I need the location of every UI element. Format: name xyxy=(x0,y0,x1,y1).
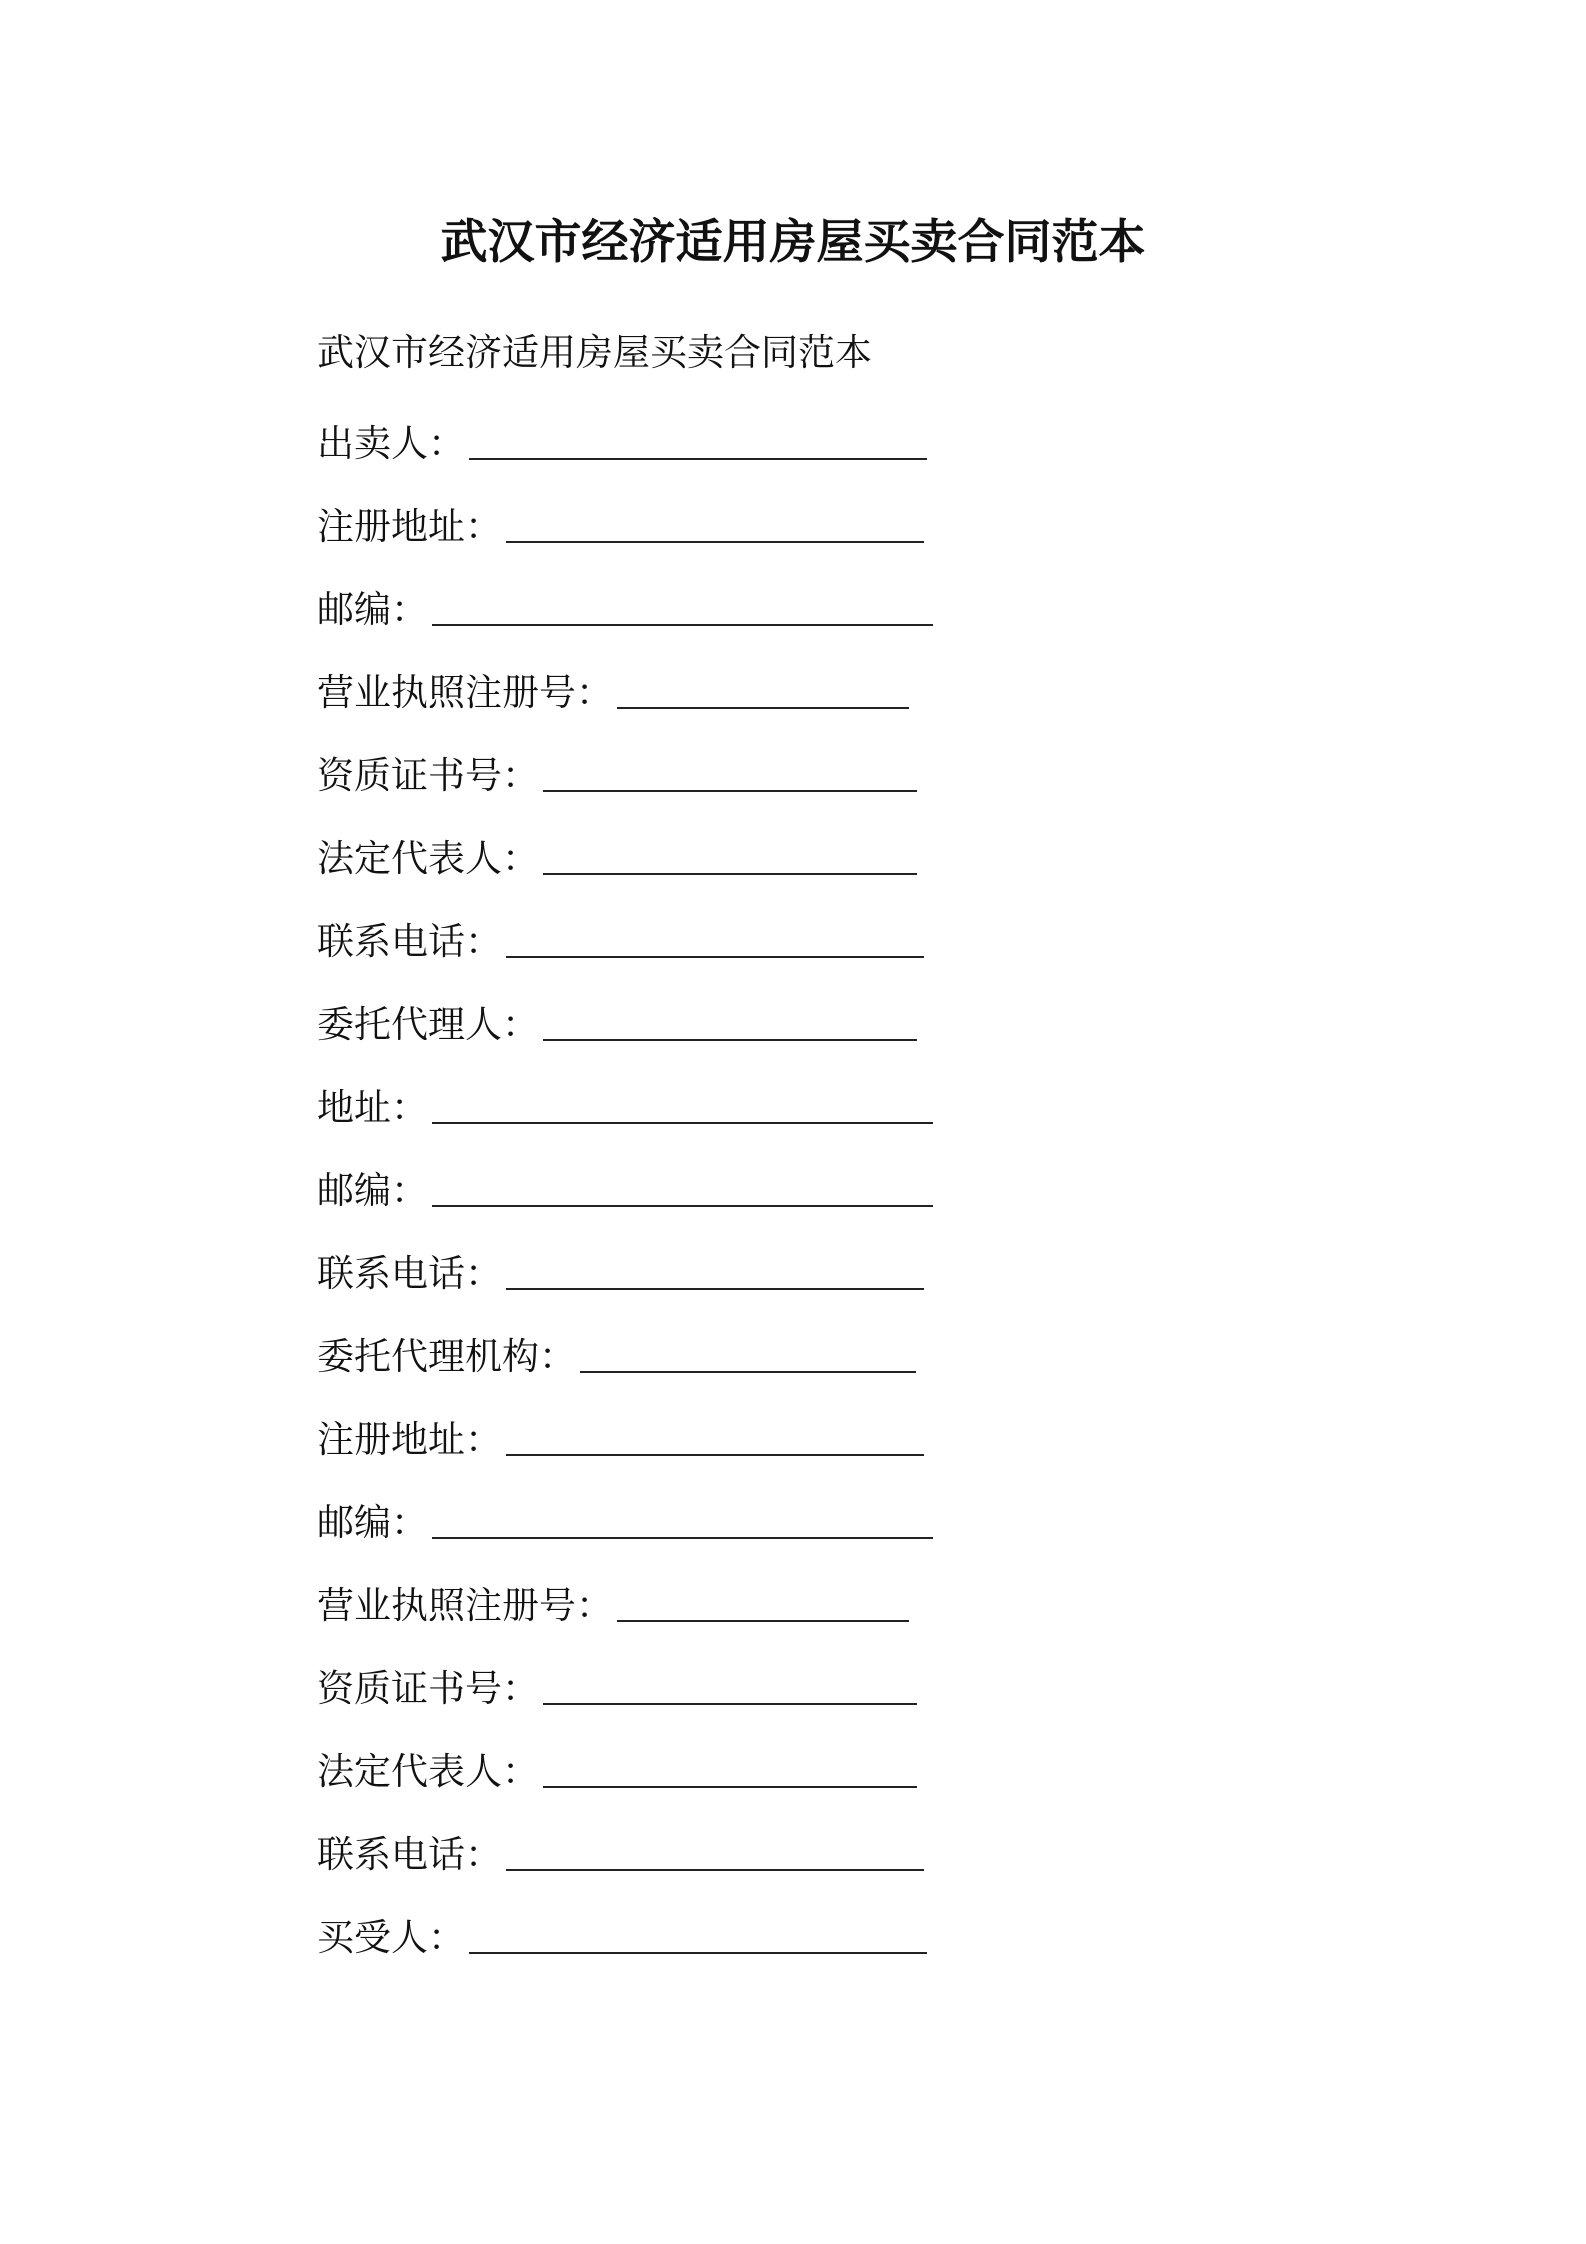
field-agency xyxy=(317,1323,916,1383)
field-label: 法定代表人： xyxy=(317,1750,539,1793)
field-label: 注册地址： xyxy=(317,1418,502,1461)
field-agency-postcode xyxy=(317,1489,933,1549)
field-label: 邮编： xyxy=(317,1501,428,1544)
document-subtitle: 武汉市经济适用房屋买卖合同范本 xyxy=(317,331,872,374)
field-label: 邮编： xyxy=(317,588,428,631)
field-agent-address xyxy=(317,1074,933,1134)
field-label: 资质证书号： xyxy=(317,754,539,797)
blank-line[interactable] xyxy=(469,414,927,460)
blank-line[interactable] xyxy=(506,912,924,958)
field-seller-license-number xyxy=(317,659,909,719)
field-label: 出卖人： xyxy=(317,422,465,465)
blank-line[interactable] xyxy=(506,1825,924,1871)
blank-line[interactable] xyxy=(432,580,933,626)
blank-line[interactable] xyxy=(506,1410,924,1456)
field-label: 联系电话： xyxy=(317,920,502,963)
blank-line[interactable] xyxy=(543,829,917,875)
field-agency-license-number xyxy=(317,1572,909,1632)
field-label: 联系电话： xyxy=(317,1833,502,1876)
blank-line[interactable] xyxy=(506,1244,924,1290)
field-agent-phone xyxy=(317,1240,924,1300)
field-seller-legal-representative xyxy=(317,825,917,885)
field-seller-qualification-number xyxy=(317,742,917,802)
field-buyer xyxy=(317,1904,927,1964)
field-label: 营业执照注册号： xyxy=(317,671,613,714)
field-seller-registered-address xyxy=(317,493,924,553)
field-seller-phone xyxy=(317,908,924,968)
field-label: 买受人： xyxy=(317,1916,465,1959)
blank-line[interactable] xyxy=(432,1078,933,1124)
field-agent-postcode xyxy=(317,1157,933,1217)
field-seller-postcode xyxy=(317,576,933,636)
field-label: 委托代理机构： xyxy=(317,1335,576,1378)
field-label: 联系电话： xyxy=(317,1252,502,1295)
blank-line[interactable] xyxy=(469,1908,927,1954)
blank-line[interactable] xyxy=(543,995,917,1041)
blank-line[interactable] xyxy=(506,497,924,543)
field-agency-qualification-number xyxy=(317,1655,917,1715)
field-label: 注册地址： xyxy=(317,505,502,548)
field-label: 委托代理人： xyxy=(317,1003,539,1046)
blank-line[interactable] xyxy=(543,746,917,792)
field-label: 法定代表人： xyxy=(317,837,539,880)
field-agency-phone xyxy=(317,1821,924,1881)
blank-line[interactable] xyxy=(432,1161,933,1207)
blank-line[interactable] xyxy=(543,1742,917,1788)
blank-line[interactable] xyxy=(580,1327,916,1373)
field-agency-registered-address xyxy=(317,1406,924,1466)
field-label: 地址： xyxy=(317,1086,428,1129)
blank-line[interactable] xyxy=(543,1659,917,1705)
field-label: 邮编： xyxy=(317,1169,428,1212)
field-agency-legal-representative xyxy=(317,1738,917,1798)
blank-line[interactable] xyxy=(432,1493,933,1539)
field-seller xyxy=(317,410,927,470)
field-agent xyxy=(317,991,917,1051)
document-title: 武汉市经济适用房屋买卖合同范本 xyxy=(440,215,1146,270)
field-label: 营业执照注册号： xyxy=(317,1584,613,1627)
blank-line[interactable] xyxy=(617,663,909,709)
field-label: 资质证书号： xyxy=(317,1667,539,1710)
blank-line[interactable] xyxy=(617,1576,909,1622)
